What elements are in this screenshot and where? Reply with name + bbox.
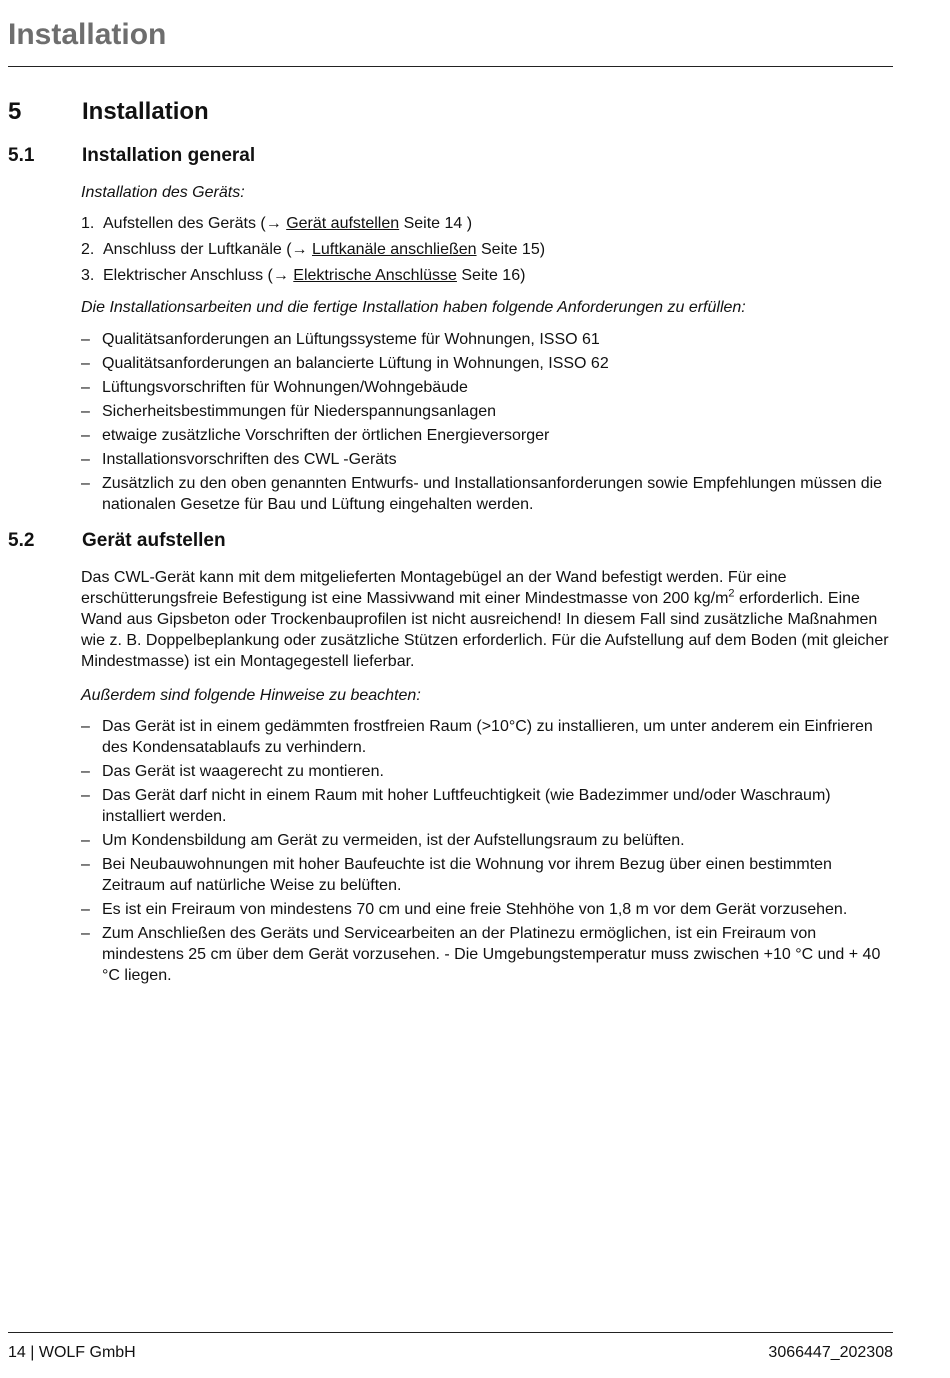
list-item: [81, 449, 893, 470]
list-item: [81, 239, 893, 265]
dash-bullet: –: [81, 355, 90, 372]
arrow-right-icon: →: [265, 215, 282, 232]
step-page-ref: Seite 16): [456, 267, 526, 284]
requirements-intro: Die Installationsarbeiten und die fertige Installation haben folgende Anforderungen zu erfüllen:: [81, 299, 746, 316]
list-item-text: Zusätzlich zu den oben genannten Entwurfs- und Installationsanforderungen sowie Empfehlungen müssen die nationalen Gesetze für Bau und Lüftung eingehalten werden.: [102, 475, 883, 513]
list-item: [81, 401, 893, 422]
list-item: [81, 377, 893, 398]
dash-bullet: –: [81, 901, 90, 918]
footer-page-info: 14 | WOLF GmbH: [8, 1344, 136, 1361]
link-luftkanaele-anschliessen[interactable]: Luftkanäle anschließen: [312, 241, 477, 258]
list-item: [81, 265, 893, 291]
section-number: 5.2: [8, 530, 35, 551]
installation-steps-list: [81, 213, 893, 291]
list-item: [81, 830, 893, 851]
list-item: [81, 213, 893, 239]
dash-bullet: –: [81, 379, 90, 396]
dash-bullet: –: [81, 832, 90, 849]
arrow-right-icon: →: [291, 241, 308, 258]
section-title: Installation: [82, 98, 209, 125]
list-item-text: Das Gerät ist in einem gedämmten frostfreien Raum (>10°C) zu installieren, um unter anderem ein Einfrieren des Kondensatablaufs zu verhindern.: [102, 718, 873, 756]
dash-bullet: –: [81, 763, 90, 780]
section-number: 5: [8, 98, 22, 125]
notes-list: [81, 716, 893, 989]
step-text: Aufstellen des Geräts (: [103, 215, 266, 232]
dash-bullet: –: [81, 451, 90, 468]
list-item: [81, 854, 893, 896]
installation-intro: Installation des Geräts:: [81, 184, 245, 201]
paragraph-text: erforderlich. Eine Wand aus Gipsbeton oder Trockenbauprofilen ist nicht ausreichend! In diesem Fall sind zusätzliche Maßnahmen wie z. B. Doppelbeplankung oder zusätzliche Stützen erforderlich. Für die Aufstellung auf dem Boden (mit gleicher Mindestmasse) ist ein Montagegestell lieferbar.: [81, 590, 889, 670]
link-elektrische-anschluesse[interactable]: Elektrische Anschlüsse: [293, 267, 457, 284]
dash-bullet: –: [81, 787, 90, 804]
list-item: [81, 716, 893, 758]
arrow-right-icon: →: [272, 267, 289, 284]
list-item-text: Qualitätsanforderungen an balancierte Lüftung in Wohnungen, ISSO 62: [102, 355, 609, 372]
list-item-text: Zum Anschließen des Geräts und Servicearbeiten an der Platinezu ermöglichen, ist ein Freiraum von mindestens 25 cm über dem Gerät vorzusehen. - Die Umgebungstemperatur muss zwischen +10 °C und + 40 °C liegen.: [102, 925, 881, 984]
list-item: [81, 785, 893, 827]
list-item: [81, 425, 893, 446]
dash-bullet: –: [81, 475, 90, 492]
footer-doc-number: 3066447_202308: [768, 1344, 893, 1361]
list-item: [81, 473, 893, 515]
step-page-ref: Seite 15): [476, 241, 546, 258]
section-title: Installation general: [82, 145, 256, 166]
list-item-text: Um Kondensbildung am Gerät zu vermeiden, ist der Aufstellungsraum zu belüften.: [102, 832, 685, 849]
dash-bullet: –: [81, 925, 90, 942]
dash-bullet: –: [81, 718, 90, 735]
list-item-text: etwaige zusätzliche Vorschriften der örtlichen Energieversorger: [102, 427, 550, 444]
list-item: [81, 353, 893, 374]
section-title: Gerät aufstellen: [82, 530, 226, 551]
list-item: [81, 761, 893, 782]
step-number: 3.: [81, 267, 95, 284]
list-item-text: Es ist ein Freiraum von mindestens 70 cm und eine freie Stehhöhe von 1,8 m vor dem Gerät vorzusehen.: [102, 901, 848, 918]
footer-divider: [8, 1332, 893, 1333]
page-header-title: Installation: [8, 18, 167, 51]
requirements-list: [81, 329, 893, 518]
list-item-text: Das Gerät ist waagerecht zu montieren.: [102, 763, 384, 780]
header-divider: [8, 66, 893, 67]
list-item-text: Qualitätsanforderungen an Lüftungssysteme für Wohnungen, ISSO 61: [102, 331, 600, 348]
dash-bullet: –: [81, 427, 90, 444]
link-geraet-aufstellen[interactable]: Gerät aufstellen: [286, 215, 400, 232]
paragraph-text: Das CWL-Gerät kann mit dem mitgelieferten Montagebügel an der Wand befestigt werden. Für eine erschütterungsfreie Befestigung ist eine Massivwand mit einer Mindestmasse von 200 kg/m: [81, 569, 787, 607]
list-item-text: Bei Neubauwohnungen mit hoher Baufeuchte ist die Wohnung vor ihrem Bezug über einen bestimmten Zeitraum auf natürliche Weise zu belüften.: [102, 856, 832, 894]
dash-bullet: –: [81, 856, 90, 873]
dash-bullet: –: [81, 331, 90, 348]
section-number: 5.1: [8, 145, 35, 166]
step-number: 1.: [81, 215, 95, 232]
list-item-text: Lüftungsvorschriften für Wohnungen/Wohngebäude: [102, 379, 468, 396]
notes-intro: Außerdem sind folgende Hinweise zu beachten:: [81, 687, 421, 704]
mounting-paragraph: [81, 567, 893, 672]
list-item: [81, 899, 893, 920]
list-item-text: Sicherheitsbestimmungen für Niederspannungsanlagen: [102, 403, 497, 420]
step-number: 2.: [81, 241, 95, 258]
list-item-text: Das Gerät darf nicht in einem Raum mit hoher Luftfeuchtigkeit (wie Badezimmer und/oder Waschraum) installiert werden.: [102, 787, 831, 825]
superscript: 2: [728, 587, 735, 600]
dash-bullet: –: [81, 403, 90, 420]
list-item: [81, 923, 893, 986]
step-text: Anschluss der Luftkanäle (: [103, 241, 292, 258]
list-item: [81, 329, 893, 350]
step-page-ref: Seite 14 ): [399, 215, 473, 232]
step-text: Elektrischer Anschluss (: [103, 267, 273, 284]
list-item-text: Installationsvorschriften des CWL -Geräts: [102, 451, 397, 468]
